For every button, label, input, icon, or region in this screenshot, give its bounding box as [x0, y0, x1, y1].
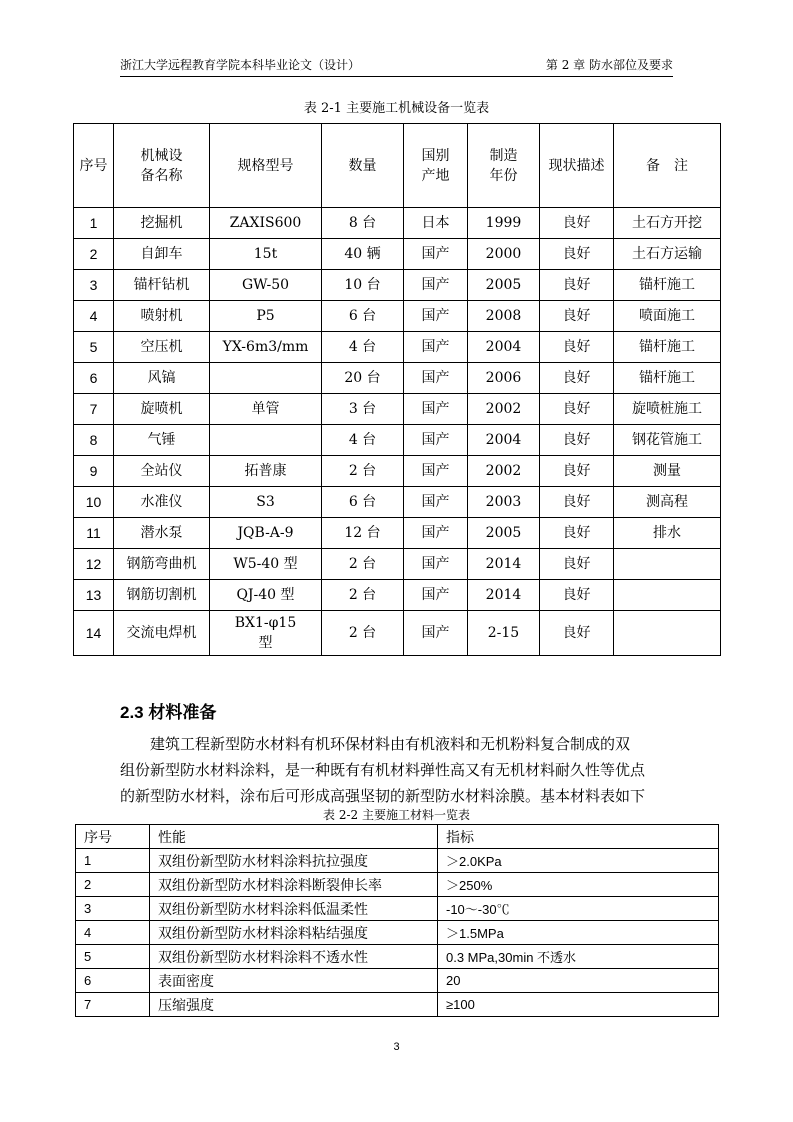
table-cell: 3 台 [322, 394, 404, 425]
table-cell: 钢筋弯曲机 [114, 549, 210, 580]
table-cell: 测高程 [614, 487, 721, 518]
table-cell: 测量 [614, 456, 721, 487]
page-number: 3 [393, 1041, 400, 1053]
table-row [74, 239, 721, 270]
table-cell: 国产 [404, 487, 468, 518]
table-cell: 良好 [540, 239, 614, 270]
table-header-row [76, 825, 719, 849]
table-cell: 双组份新型防水材料涂料断裂伸长率 [150, 873, 438, 897]
table-cell: 良好 [540, 301, 614, 332]
table-cell: 国产 [404, 239, 468, 270]
table-cell: 2 [74, 239, 114, 270]
table-cell: 国产 [404, 301, 468, 332]
table-row [74, 301, 721, 332]
table-row [76, 969, 719, 993]
column-header: 指标 [438, 825, 719, 849]
table-cell: 13 [74, 580, 114, 611]
table-cell: 2 台 [322, 611, 404, 656]
table-cell [614, 580, 721, 611]
table-cell: 2004 [468, 332, 540, 363]
column-header: 序号 [74, 124, 114, 208]
table-cell: 良好 [540, 332, 614, 363]
table-cell [210, 425, 322, 456]
table-cell: 2005 [468, 270, 540, 301]
header-thesis-title: 浙江大学远程教育学院本科毕业论文（设计） [120, 58, 361, 72]
table-cell: 4 [76, 921, 150, 945]
table-cell: 良好 [540, 518, 614, 549]
table-cell: 排水 [614, 518, 721, 549]
column-header: 规格型号 [210, 124, 322, 208]
table-cell: 2002 [468, 456, 540, 487]
table-cell: 3 [74, 270, 114, 301]
materials-table [75, 824, 719, 1017]
table-cell: 喷射机 [114, 301, 210, 332]
table-row [74, 611, 721, 656]
table-cell: ＞1.5MPa [438, 921, 719, 945]
table-row [74, 518, 721, 549]
table-cell: 20 [438, 969, 719, 993]
table-cell: 钢花管施工 [614, 425, 721, 456]
table1-caption: 表 2-1 主要施工机械设备一览表 [303, 101, 490, 116]
table-cell: 土石方运输 [614, 239, 721, 270]
table-row [76, 945, 719, 969]
table-row [76, 921, 719, 945]
table-row [76, 897, 719, 921]
table-cell: 2 台 [322, 580, 404, 611]
table-cell: 2006 [468, 363, 540, 394]
table-cell: 国产 [404, 425, 468, 456]
table-cell: 国产 [404, 580, 468, 611]
table-cell: 40 辆 [322, 239, 404, 270]
table-cell: 双组份新型防水材料涂料抗拉强度 [150, 849, 438, 873]
table-row [74, 549, 721, 580]
table-cell: P5 [210, 301, 322, 332]
table-cell: 国产 [404, 456, 468, 487]
equipment-table [73, 123, 721, 656]
table-header-row [74, 124, 721, 208]
table2-caption: 表 2-2 主要施工材料一览表 [323, 808, 470, 822]
table-cell: 2004 [468, 425, 540, 456]
table-cell: 3 [76, 897, 150, 921]
table-cell: 0.3 MPa,30min 不透水 [438, 945, 719, 969]
table-cell: 单管 [210, 394, 322, 425]
table-cell: 良好 [540, 208, 614, 239]
table-cell: 7 [74, 394, 114, 425]
table-cell: 良好 [540, 456, 614, 487]
table-cell: 国产 [404, 270, 468, 301]
table-cell: 7 [76, 993, 150, 1017]
table-cell: QJ-40 型 [210, 580, 322, 611]
table-cell: 双组份新型防水材料涂料低温柔性 [150, 897, 438, 921]
table-cell: 良好 [540, 425, 614, 456]
table-cell: 旋喷机 [114, 394, 210, 425]
table-row [76, 993, 719, 1017]
table-row [76, 849, 719, 873]
table-cell: 1999 [468, 208, 540, 239]
table-cell: 良好 [540, 394, 614, 425]
table-cell: 国产 [404, 394, 468, 425]
table-cell: 10 [74, 487, 114, 518]
table-cell: 2003 [468, 487, 540, 518]
table-cell: 2 台 [322, 549, 404, 580]
table-cell: JQB-A-9 [210, 518, 322, 549]
table-cell: W5-40 型 [210, 549, 322, 580]
table-cell: -10～-30℃ [438, 897, 719, 921]
table-cell: YX-6m3/mm [210, 332, 322, 363]
table-row [74, 363, 721, 394]
table-cell: ＞2.0KPa [438, 849, 719, 873]
table-cell: 双组份新型防水材料涂料不透水性 [150, 945, 438, 969]
table-cell: BX1-φ15 型 [210, 611, 322, 656]
table-cell: 良好 [540, 363, 614, 394]
table-cell: 国产 [404, 332, 468, 363]
table-cell: 1 [74, 208, 114, 239]
paragraph-line: 组份新型防水材料涂料，是一种既有有机材料弹性高又有无机材料耐久性等优点 [120, 761, 646, 779]
table-cell: 10 台 [322, 270, 404, 301]
table-cell: 潜水泵 [114, 518, 210, 549]
column-header: 备 注 [614, 124, 721, 208]
table-cell: 全站仪 [114, 456, 210, 487]
table-cell: 国产 [404, 363, 468, 394]
table-cell: 挖掘机 [114, 208, 210, 239]
table-row [74, 425, 721, 456]
table-cell: 2002 [468, 394, 540, 425]
table-cell: 压缩强度 [150, 993, 438, 1017]
table-cell: 2-15 [468, 611, 540, 656]
header-chapter-title: 第 2 章 防水部位及要求 [545, 58, 673, 72]
table-cell: 旋喷桩施工 [614, 394, 721, 425]
table-cell: GW-50 [210, 270, 322, 301]
table-row [74, 580, 721, 611]
table-cell: 土石方开挖 [614, 208, 721, 239]
table-cell: 钢筋切割机 [114, 580, 210, 611]
table-cell: 2014 [468, 549, 540, 580]
table-row [74, 487, 721, 518]
column-header: 序号 [76, 825, 150, 849]
table-cell: 拓普康 [210, 456, 322, 487]
table-cell: 4 [74, 301, 114, 332]
table-cell: 良好 [540, 580, 614, 611]
table-cell: 表面密度 [150, 969, 438, 993]
table-cell [614, 549, 721, 580]
table-cell: 喷面施工 [614, 301, 721, 332]
table-cell: 2 台 [322, 456, 404, 487]
table-cell: 8 台 [322, 208, 404, 239]
column-header: 制造 年份 [468, 124, 540, 208]
table-cell: ＞250% [438, 873, 719, 897]
table-cell: 4 台 [322, 425, 404, 456]
table-cell: 良好 [540, 549, 614, 580]
table-row [74, 394, 721, 425]
table-cell [614, 611, 721, 656]
table-cell: 9 [74, 456, 114, 487]
table-cell [210, 363, 322, 394]
page-header [120, 52, 673, 77]
table-cell: 锚杆施工 [614, 363, 721, 394]
table-cell: 自卸车 [114, 239, 210, 270]
column-header: 国别 产地 [404, 124, 468, 208]
paragraph-line: 的新型防水材料，涂布后可形成高强坚韧的新型防水材料涂膜。基本材料表如下 [120, 787, 646, 805]
table-cell: ZAXIS600 [210, 208, 322, 239]
column-header: 机械设 备名称 [114, 124, 210, 208]
table-cell: 气锤 [114, 425, 210, 456]
table-cell: 良好 [540, 611, 614, 656]
table-cell: 2014 [468, 580, 540, 611]
column-header: 性能 [150, 825, 438, 849]
table-cell: 6 [76, 969, 150, 993]
table-cell: 6 台 [322, 301, 404, 332]
table-row [74, 456, 721, 487]
table-cell: 水准仪 [114, 487, 210, 518]
table-row [76, 873, 719, 897]
table-cell: 15t [210, 239, 322, 270]
table-cell: 锚杆施工 [614, 270, 721, 301]
table-cell: 4 台 [322, 332, 404, 363]
table-cell: 5 [74, 332, 114, 363]
table-cell: 5 [76, 945, 150, 969]
table-row [74, 332, 721, 363]
body-paragraph [120, 731, 674, 809]
table-cell: 锚杆施工 [614, 332, 721, 363]
table-cell: 6 台 [322, 487, 404, 518]
table-cell: 20 台 [322, 363, 404, 394]
table-cell: 8 [74, 425, 114, 456]
table-cell: ≥100 [438, 993, 719, 1017]
table-cell: 良好 [540, 487, 614, 518]
table-cell: 良好 [540, 270, 614, 301]
table-cell: 国产 [404, 518, 468, 549]
table-cell: 锚杆钻机 [114, 270, 210, 301]
paragraph-line: 建筑工程新型防水材料有机环保材料由有机液料和无机粉料复合制成的双 [150, 735, 631, 753]
table-cell: 双组份新型防水材料涂料粘结强度 [150, 921, 438, 945]
table-cell: 11 [74, 518, 114, 549]
table-cell: 2008 [468, 301, 540, 332]
table-cell: 1 [76, 849, 150, 873]
column-header: 现状描述 [540, 124, 614, 208]
table-cell: 12 [74, 549, 114, 580]
table-cell: 6 [74, 363, 114, 394]
table-cell: 风镐 [114, 363, 210, 394]
table-cell: 空压机 [114, 332, 210, 363]
table-row [74, 208, 721, 239]
table-cell: 国产 [404, 611, 468, 656]
table-cell: 2000 [468, 239, 540, 270]
table-cell: 2 [76, 873, 150, 897]
table-cell: 交流电焊机 [114, 611, 210, 656]
table-cell: 14 [74, 611, 114, 656]
table-cell: 12 台 [322, 518, 404, 549]
table-row [74, 270, 721, 301]
section-heading: 2.3 材料准备 [120, 703, 217, 722]
table-cell: 国产 [404, 549, 468, 580]
column-header: 数量 [322, 124, 404, 208]
table-cell: 日本 [404, 208, 468, 239]
table-cell: S3 [210, 487, 322, 518]
table-cell: 2005 [468, 518, 540, 549]
